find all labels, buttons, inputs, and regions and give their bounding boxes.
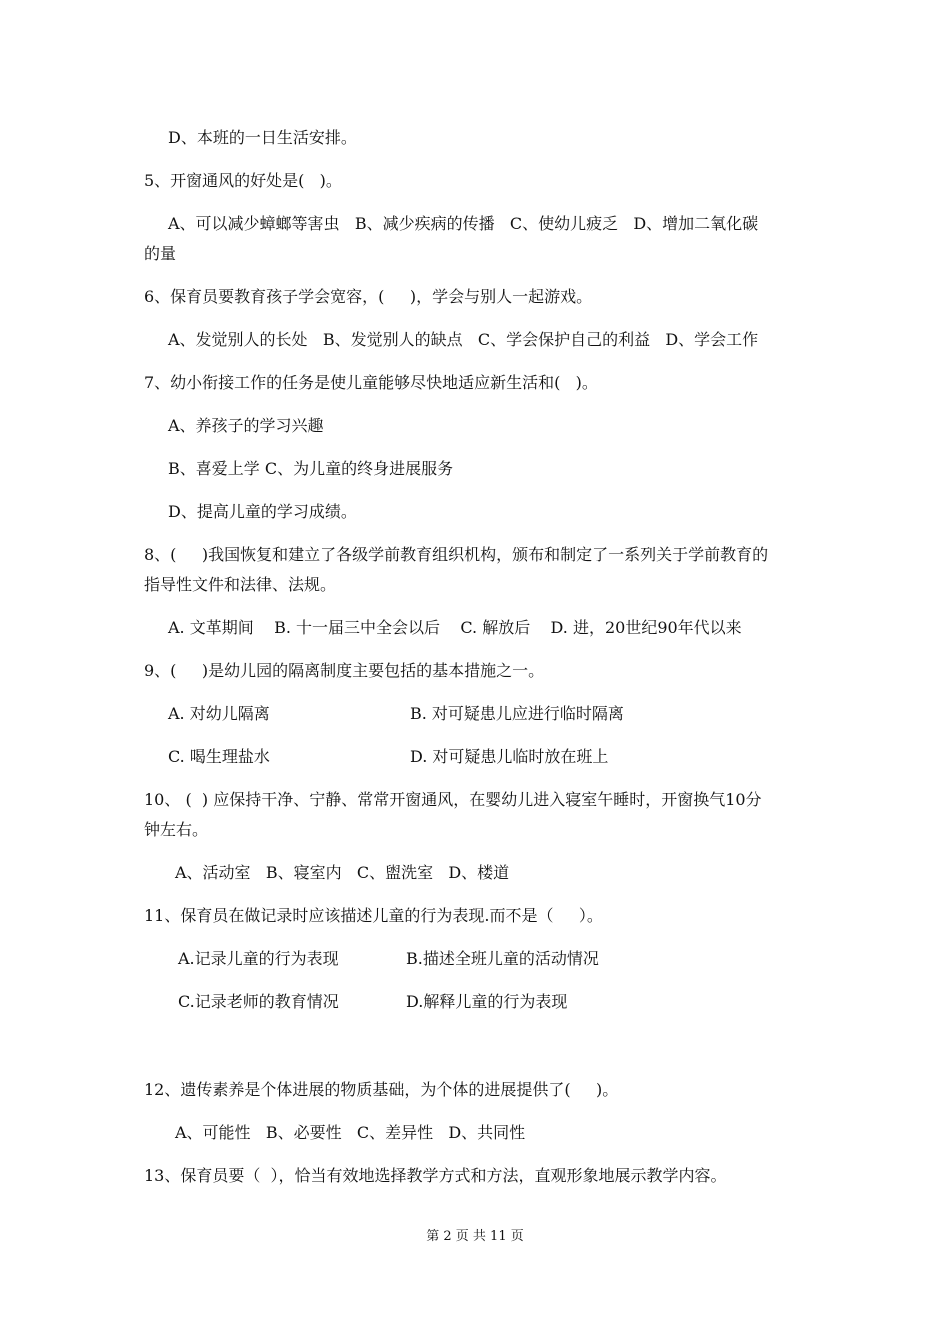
q6-stem: 6、保育员要教育孩子学会宽容，( )，学会与别人一起游戏。 xyxy=(144,287,593,306)
q10-options: A、活动室 B、寝室内 C、盥洗室 D、楼道 xyxy=(175,863,510,882)
q11-option-b: B.描述全班儿童的活动情况 xyxy=(406,949,599,968)
q13-stem: 13、保育员要（ ），恰当有效地选择教学方式和方法，直观形象地展示教学内容。 xyxy=(144,1166,727,1185)
q5-stem: 5、开窗通风的好处是( )。 xyxy=(144,171,342,190)
q8-options: A. 文革期间 B. 十一届三中全会以后 C. 解放后 D. 进，20世纪90年代以来 xyxy=(168,618,742,637)
q10-stem: 10、 ( ) 应保持干净、宁静、常常开窗通风，在婴幼儿进入寝室午睡时，开窗换气10分 xyxy=(144,790,762,809)
q8-stem: 8、( )我国恢复和建立了各级学前教育组织机构，颁布和制定了一系列关于学前教育的 xyxy=(144,545,769,564)
q5-options: A、可以减少蟑螂等害虫 B、减少疾病的传播 C、使幼儿疲乏 D、增加二氧化碳 xyxy=(168,214,759,233)
q4-option-d: D、本班的一日生活安排。 xyxy=(168,128,357,147)
q9-stem: 9、( )是幼儿园的隔离制度主要包括的基本措施之一。 xyxy=(144,661,545,680)
q6-options: A、发觉别人的长处 B、发觉别人的缺点 C、学会保护自己的利益 D、学会工作 xyxy=(168,330,759,349)
q8-stem-cont: 指导性文件和法律、法规。 xyxy=(144,575,337,594)
q12-options: A、可能性 B、必要性 C、差异性 D、共同性 xyxy=(175,1123,526,1142)
q11-option-a: A.记录儿童的行为表现 xyxy=(178,949,339,968)
page-number-footer: 第 2 页 共 11 页 xyxy=(426,1229,524,1244)
q5-options-cont: 的量 xyxy=(144,244,177,263)
q7-stem: 7、幼小衔接工作的任务是使儿童能够尽快地适应新生活和( )。 xyxy=(144,373,598,392)
q9-option-c: C. 喝生理盐水 xyxy=(168,747,270,766)
q11-stem: 11、保育员在做记录时应该描述儿童的行为表现.而不是（ ）。 xyxy=(144,906,603,925)
q10-stem-cont: 钟左右。 xyxy=(144,820,209,839)
q7-option-d: D、提高儿童的学习成绩。 xyxy=(168,502,357,521)
q7-option-a: A、养孩子的学习兴趣 xyxy=(168,416,324,435)
q9-option-a: A. 对幼儿隔离 xyxy=(168,704,270,723)
q12-stem: 12、遗传素养是个体进展的物质基础，为个体的进展提供了( )。 xyxy=(144,1080,619,1099)
q11-option-c: C.记录老师的教育情况 xyxy=(178,992,339,1011)
q9-option-b: B. 对可疑患儿应进行临时隔离 xyxy=(410,704,624,723)
q9-option-d: D. 对可疑患儿临时放在班上 xyxy=(410,747,609,766)
q7-option-bc: B、喜爱上学 C、为儿童的终身进展服务 xyxy=(168,459,454,478)
q11-option-d: D.解释儿童的行为表现 xyxy=(406,992,568,1011)
